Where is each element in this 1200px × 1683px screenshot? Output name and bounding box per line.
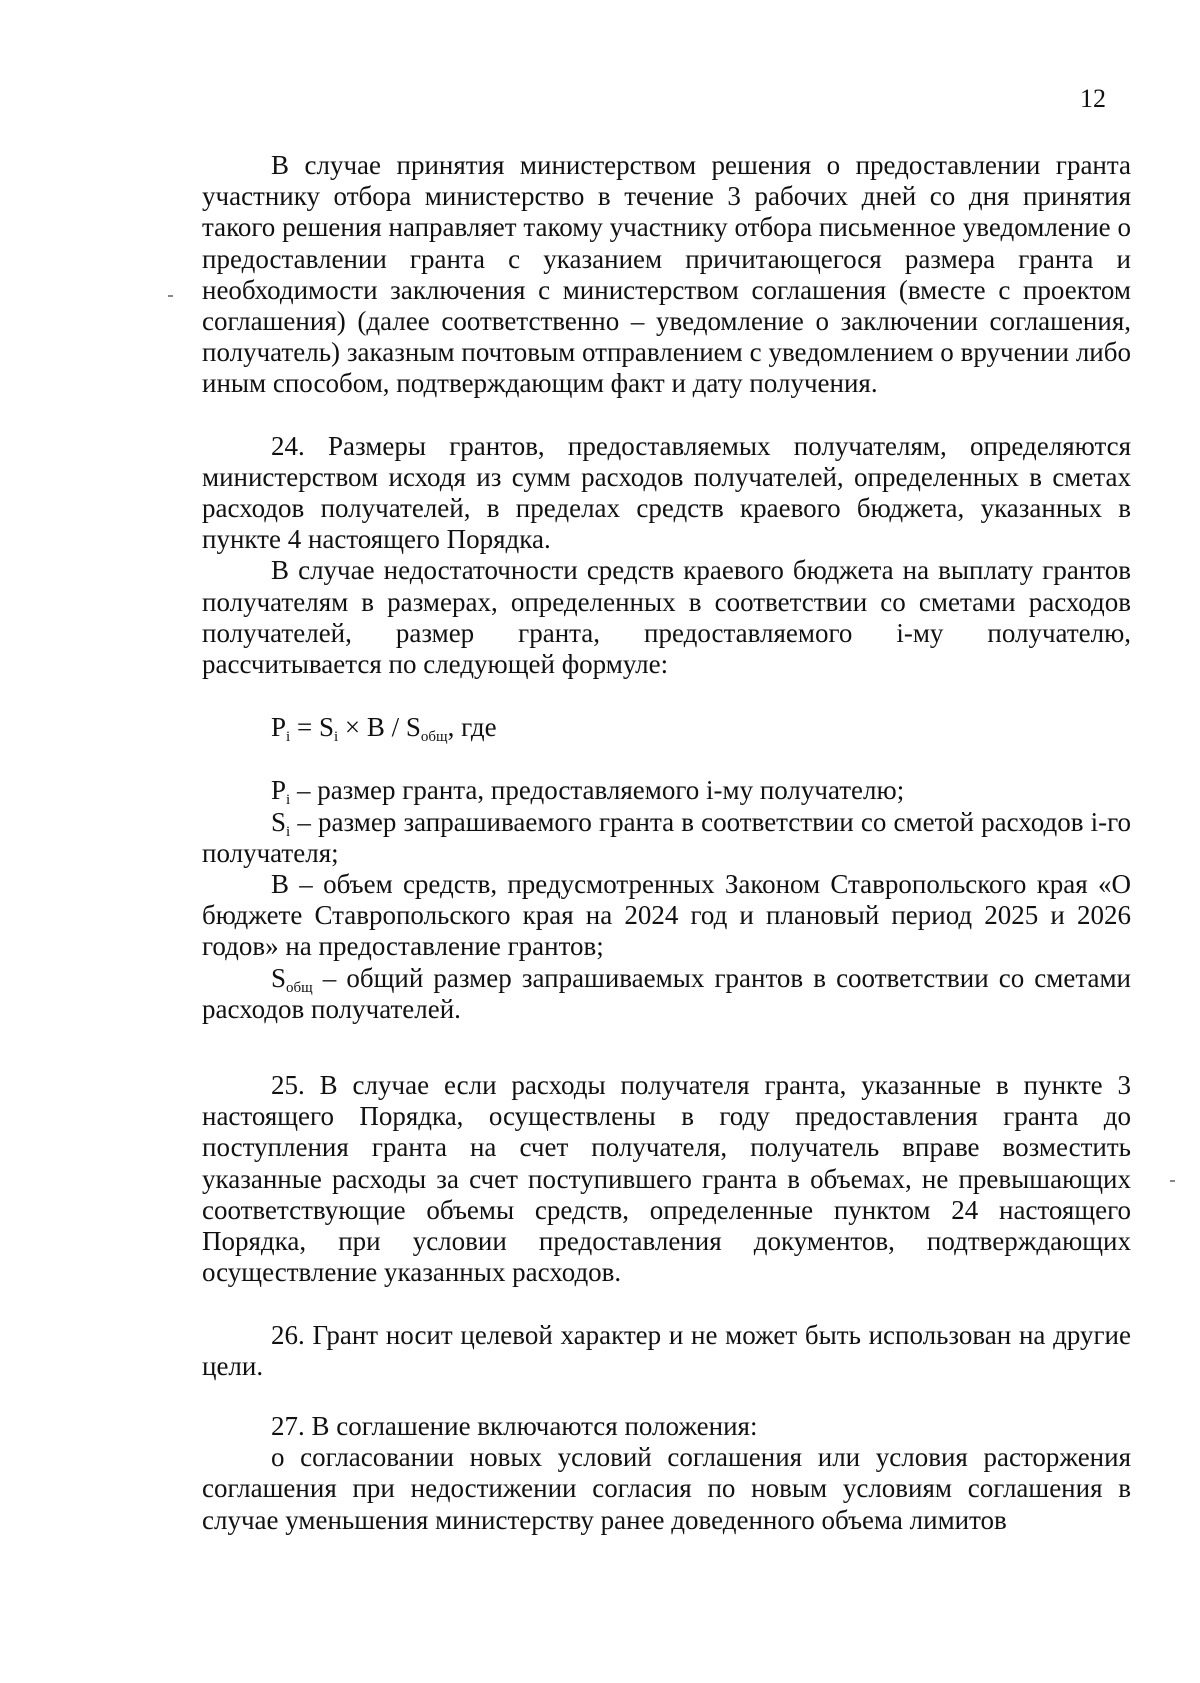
definition-b: В – объем средств, предусмотренных Законом Ставропольского края «О бюджете Ставропольского края на 2024 год и плановый период 2025 и 2026 годов» на предоставление грантов; <box>202 869 1131 962</box>
paragraph-grant-decision: В случае принятия министерством решения о предоставлении гранта участнику отбора министерство в течение 3 рабочих дней со дня принятия такого решения направляет такому участнику отбора письменное уведомление о предоставлении гранта с указанием причитающегося размера гранта и необходимости заключения с министерством соглашения (вместе с проектом соглашения) (далее соответственно – уведомление о заключении соглашения, получатель) заказным почтовым отправлением с уведомлением о вручении либо иным способом, подтверждающим факт и дату получения. <box>202 150 1131 399</box>
clause-24-insufficiency: В случае недостаточности средств краевого бюджета на выплату грантов получателям в размерах, определенных в соответствии со сметами расходов получателей, размер гранта, предоставляемого i-му получателю, рассчитывается по следующей формуле: <box>202 555 1131 680</box>
document-body <box>202 150 1131 1536</box>
scan-speck <box>1170 1180 1175 1182</box>
scan-speck <box>168 295 173 297</box>
definition-sobsh: $S_{общ}$ – общий размер запрашиваемых грантов в соответствии со сметами расходов получателей. <box>202 962 1131 1024</box>
clause-27-provision: о согласовании новых условий соглашения или условия расторжения соглашения при недостижении согласия по новым условиям соглашения в случае уменьшения министерству ранее доведенного объема лимитов <box>202 1442 1131 1535</box>
clause-24: 24. Размеры грантов, предоставляемых получателям, определяются министерством исходя из сумм расходов получателей, определенных в сметах расходов получателей, в пределах средств краевого бюджета, указанных в пункте 4 настоящего Порядка. <box>202 430 1131 555</box>
grant-formula: $P_i = S_i \times B / S_{общ}$, где <box>271 712 497 746</box>
clause-27: 27. В соглашение включаются положения: <box>271 1410 758 1441</box>
definition-pi: $P_i$ – размер гранта, предоставляемого i-му получателю; <box>271 775 905 809</box>
clause-25: 25. В случае если расходы получателя гранта, указанные в пункте 3 настоящего Порядка, осуществлены в году предоставления гранта до поступления гранта на счет получателя, получатель вправе возместить указанные расходы за счет поступившего гранта в объемах, не превышающих соответствующие объемы средств, определенные пунктом 24 настоящего Порядка, при условии предоставления документов, подтверждающих осуществление указанных расходов. <box>202 1070 1131 1288</box>
clause-26: 26. Грант носит целевой характер и не может быть использован на другие цели. <box>202 1319 1131 1381</box>
definition-si: $S_i$ – размер запрашиваемого гранта в соответствии со сметой расходов i-го получателя; <box>202 806 1131 868</box>
page-number: 12 <box>1080 84 1106 113</box>
